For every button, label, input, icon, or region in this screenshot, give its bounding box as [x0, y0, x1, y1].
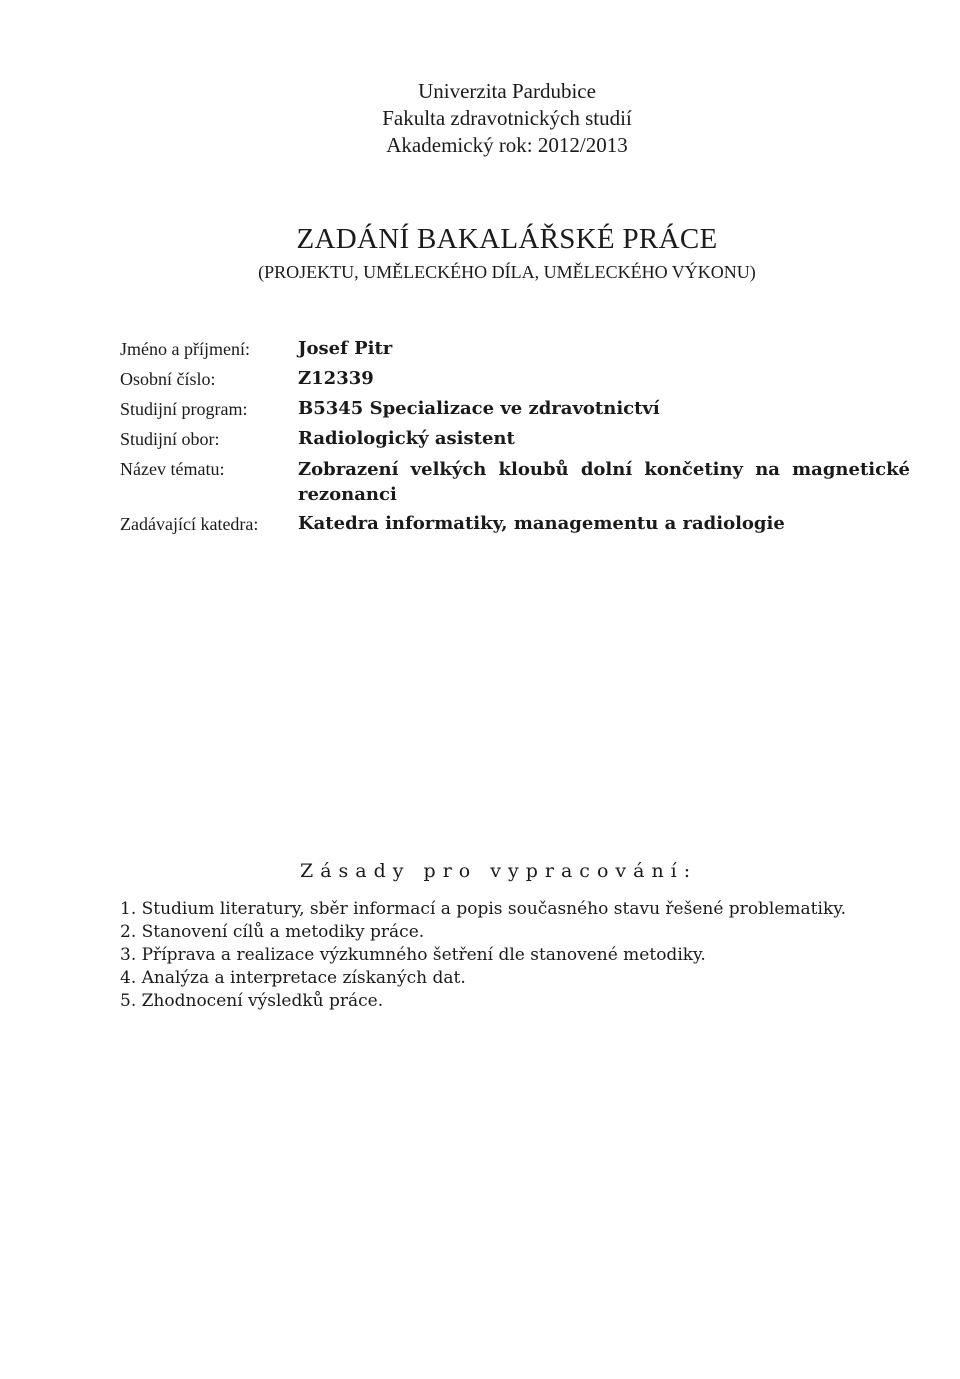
info-value: Josef Pitr	[298, 338, 393, 359]
info-row-department	[120, 509, 910, 539]
info-row-study-program	[120, 394, 910, 424]
document-title: ZADÁNÍ BAKALÁŘSKÉ PRÁCE	[296, 223, 718, 255]
info-label: Zadávající katedra:	[120, 514, 259, 534]
info-value: Radiologický asistent	[298, 428, 515, 449]
list-item: 1. Studium literatury, sběr informací a popis současného stavu řešené problematiky.	[120, 899, 847, 919]
info-value: Zobrazení velkých kloubů dolní končetiny na magnetické rezonanci	[298, 459, 910, 505]
info-row-study-field	[120, 424, 910, 454]
document-subtitle: (PROJEKTU, UMĚLECKÉHO DÍLA, UMĚLECKÉHO VÝKONU)	[258, 262, 756, 282]
info-label: Studijní program:	[120, 399, 248, 419]
faculty-name: Fakulta zdravotnických studií	[382, 106, 632, 130]
info-label: Název tématu:	[120, 459, 225, 479]
title-block	[0, 222, 960, 284]
document-header	[0, 78, 960, 159]
list-item: 2. Stanovení cílů a metodiky práce.	[120, 922, 425, 942]
info-label: Osobní číslo:	[120, 369, 216, 389]
principles-title: Zásady pro vypracování:	[300, 860, 698, 882]
info-row-name	[120, 334, 910, 364]
info-label: Studijní obor:	[120, 429, 220, 449]
info-value: Z12339	[298, 368, 374, 389]
university-name: Univerzita Pardubice	[418, 79, 596, 103]
principles-list	[120, 898, 847, 1013]
list-item: 4. Analýza a interpretace získaných dat.	[120, 968, 466, 988]
info-value: B5345 Specializace ve zdravotnictví	[298, 398, 660, 419]
info-row-personal-number	[120, 364, 910, 394]
academic-year: Akademický rok: 2012/2013	[386, 133, 628, 157]
student-info	[120, 334, 910, 539]
elaboration-principles	[120, 858, 847, 1013]
info-label: Jméno a příjmení:	[120, 339, 250, 359]
list-item: 5. Zhodnocení výsledků práce.	[120, 991, 384, 1011]
info-value: Katedra informatiky, managementu a radiologie	[298, 513, 785, 534]
list-item: 3. Příprava a realizace výzkumného šetření dle stanovené metodiky.	[120, 945, 706, 965]
info-row-topic	[120, 454, 910, 509]
